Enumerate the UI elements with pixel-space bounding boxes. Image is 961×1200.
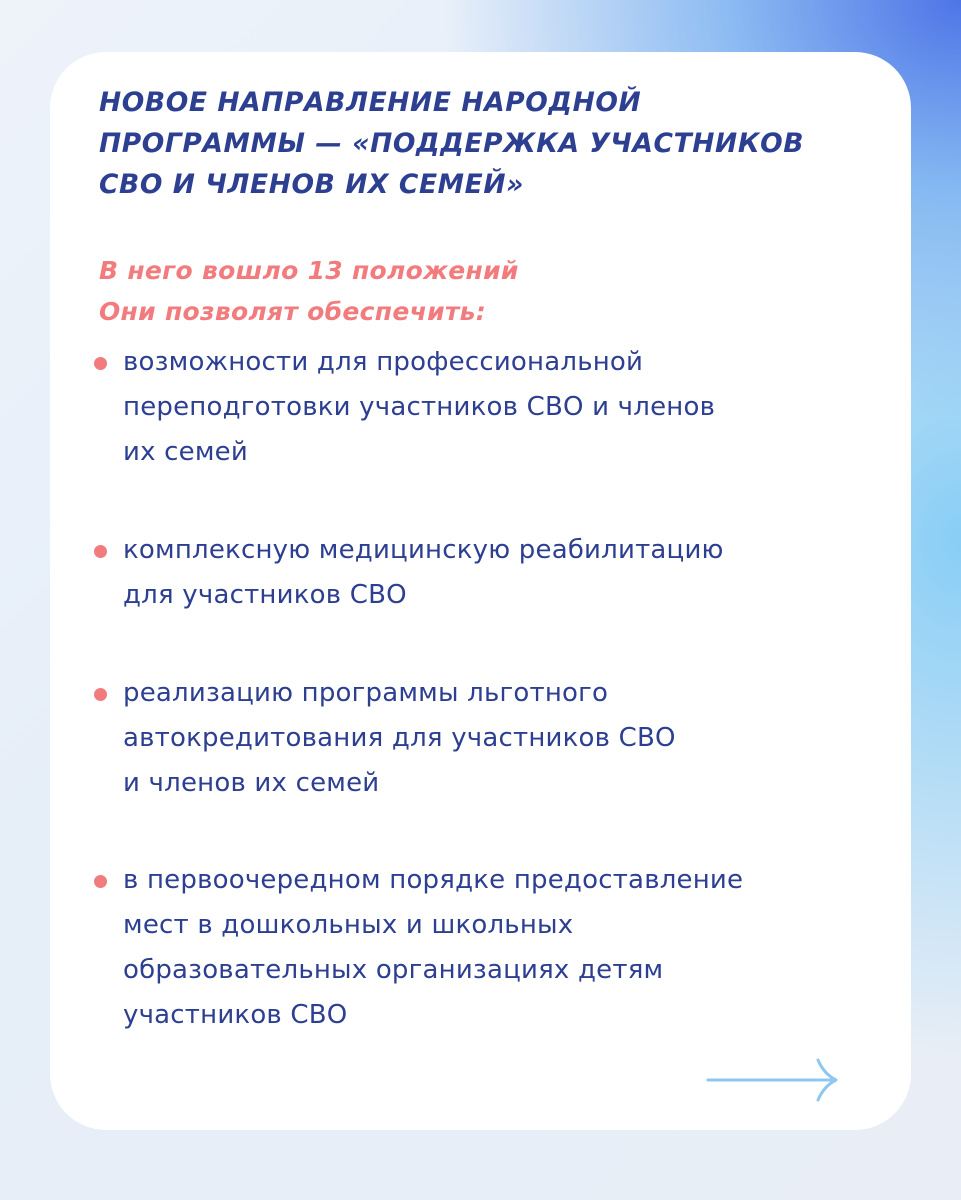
content-card [50,52,911,1130]
heading-line: ПРОГРАММЫ — «ПОДДЕРЖКА УЧАСТНИКОВ [99,128,805,159]
list-item-text [123,858,743,1038]
subheading-line: В него вошло 13 положений [99,256,519,285]
subheading-line: Они позволят обеспечить: [99,297,487,326]
list-item-line: автокредитования для участников СВО [123,723,676,753]
bullet-dot-icon [94,688,107,701]
arrow-right-icon[interactable] [706,1058,840,1102]
list-item-text [123,671,676,806]
bullet-dot-icon [94,357,107,370]
list-item-line: для участников СВО [123,580,407,610]
list-item-line: комплексную медицинскую реабилитацию [123,535,724,565]
list-item-line: переподготовки участников СВО и членов [123,392,716,422]
list-item-line: в первоочередном порядке предоставление [123,865,744,895]
list-item-line: участников СВО [123,1000,348,1030]
list-item-text [123,340,715,475]
bullet-dot-icon [94,545,107,558]
list-item-line: их семей [123,437,248,467]
list-item-line: и членов их семей [123,768,380,798]
heading-line: СВО И ЧЛЕНОВ ИХ СЕМЕЙ» [99,169,524,200]
list-item-line: возможности для профессиональной [123,347,644,377]
list-item-line: мест в дошкольных и школьных [123,910,574,940]
list-item-line: образовательных организациях детям [123,955,664,985]
card-subheading [99,250,519,332]
bullet-dot-icon [94,875,107,888]
card-heading [99,82,879,205]
list-item-line: реализацию программы льготного [123,678,609,708]
list-item-text [123,528,724,618]
heading-line: НОВОЕ НАПРАВЛЕНИЕ НАРОДНОЙ [99,87,642,118]
